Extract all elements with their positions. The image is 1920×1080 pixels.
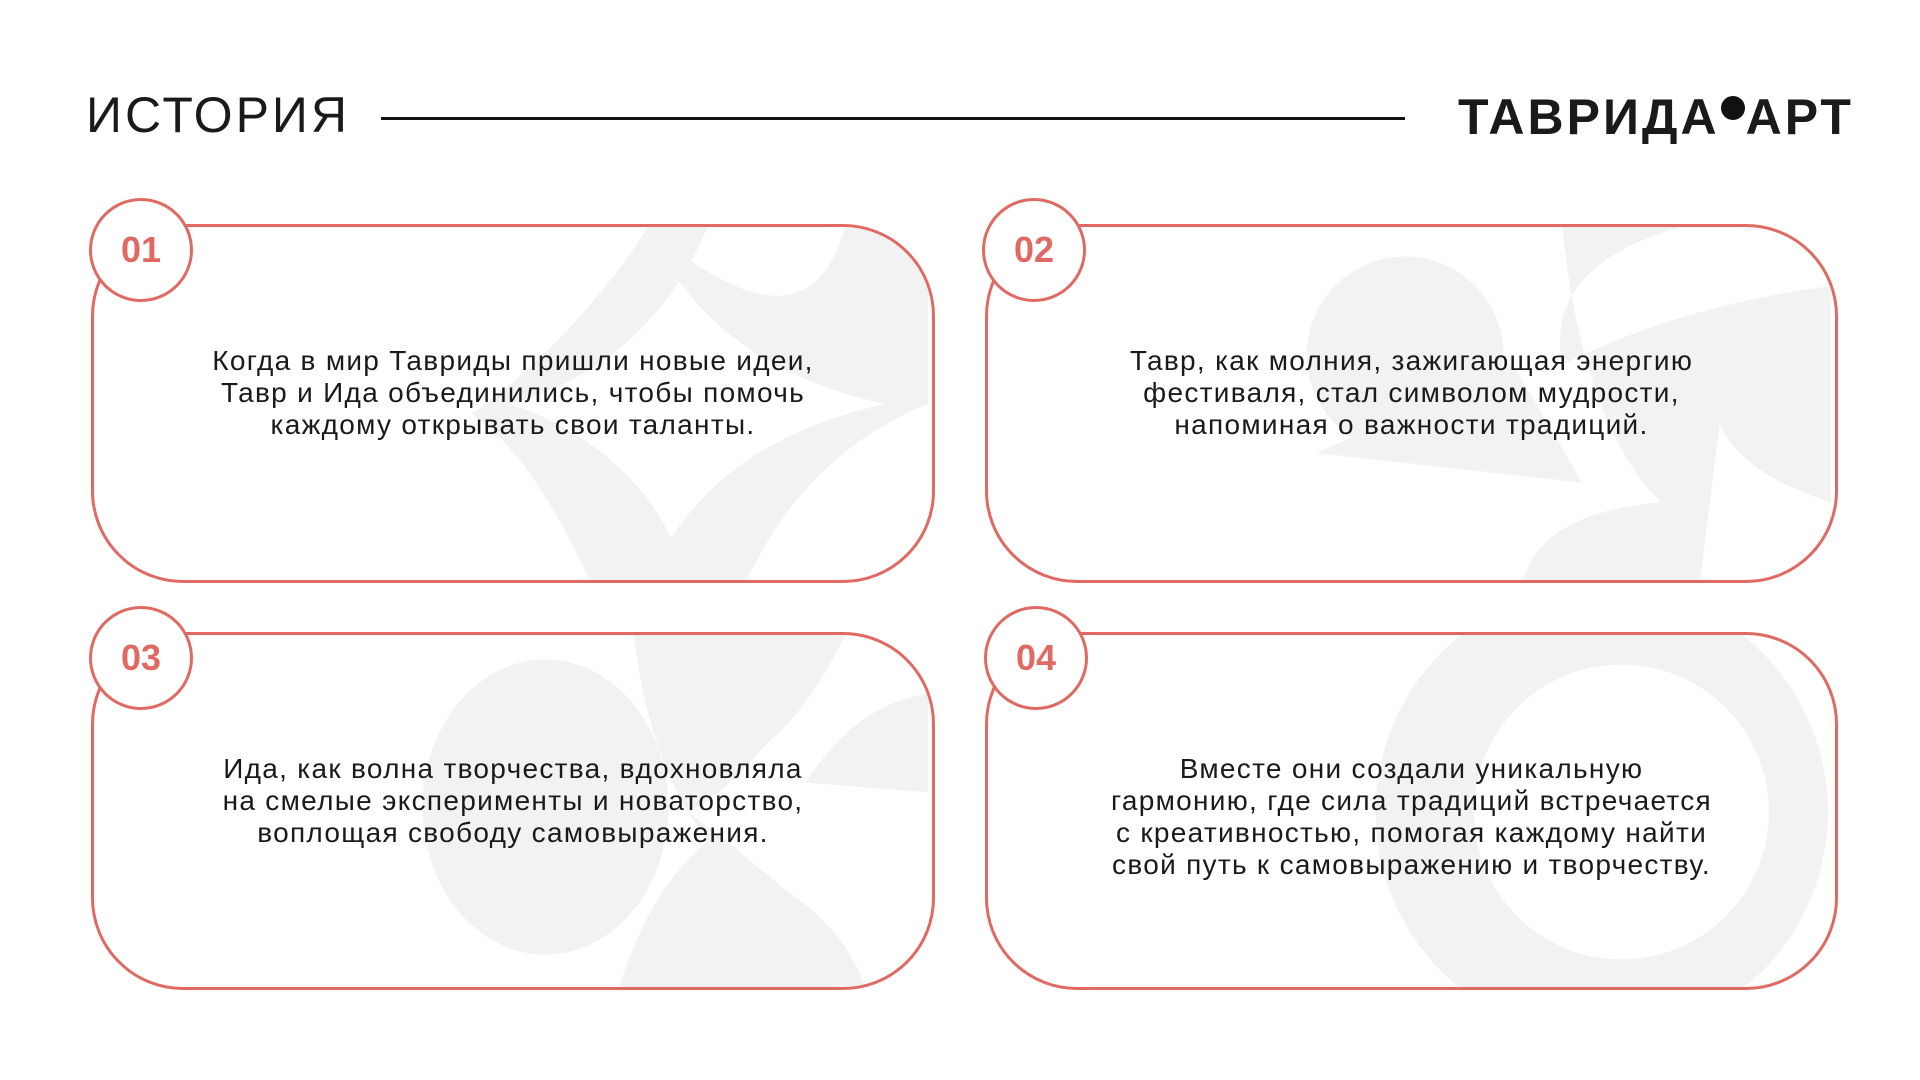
card-text-line: на смелые эксперименты и новаторство,: [222, 785, 804, 816]
page-title: ИСТОРИЯ: [86, 87, 350, 143]
card-text-line: воплощая свободу самовыражения.: [257, 817, 769, 848]
card-number-badge-3: 03: [89, 606, 193, 710]
card-text-line: с креативностью, помогая каждому найти: [1115, 817, 1708, 848]
card-text-line: Тавр, как молния, зажигающая энергию: [1129, 345, 1694, 376]
card-number-badge-1: 01: [89, 198, 193, 302]
history-card-3: [91, 632, 935, 990]
logo-text-left: ТАВРИДА: [1458, 89, 1720, 145]
card-text-line: фестиваля, стал символом мудрости,: [1143, 377, 1680, 408]
logo-dot-icon: [1721, 96, 1745, 120]
card-number-badge-2: 02: [982, 198, 1086, 302]
history-card-4: [985, 632, 1838, 990]
card-text-line: гармонию, где сила традиций встречается: [1110, 785, 1713, 816]
logo-text-right: АРТ: [1745, 89, 1854, 145]
card-text-line: напоминая о важности традиций.: [1174, 409, 1649, 440]
card-text-line: Вместе они создали уникальную: [1179, 753, 1644, 784]
card-text-line: свой путь к самовыражению и творчеству.: [1112, 849, 1711, 880]
card-text-line: Тавр и Ида объединились, чтобы помочь: [220, 377, 806, 408]
card-number-badge-4: 04: [984, 606, 1088, 710]
history-card-2: [985, 224, 1838, 583]
history-card-1: [91, 224, 935, 583]
card-text-line: каждому открывать свои таланты.: [270, 409, 756, 440]
card-text-line: Когда в мир Тавриды пришли новые идеи,: [212, 345, 814, 376]
logo: [1458, 88, 1854, 146]
card-text-line: Ида, как волна творчества, вдохновляла: [223, 753, 803, 784]
header-divider: [381, 117, 1405, 120]
